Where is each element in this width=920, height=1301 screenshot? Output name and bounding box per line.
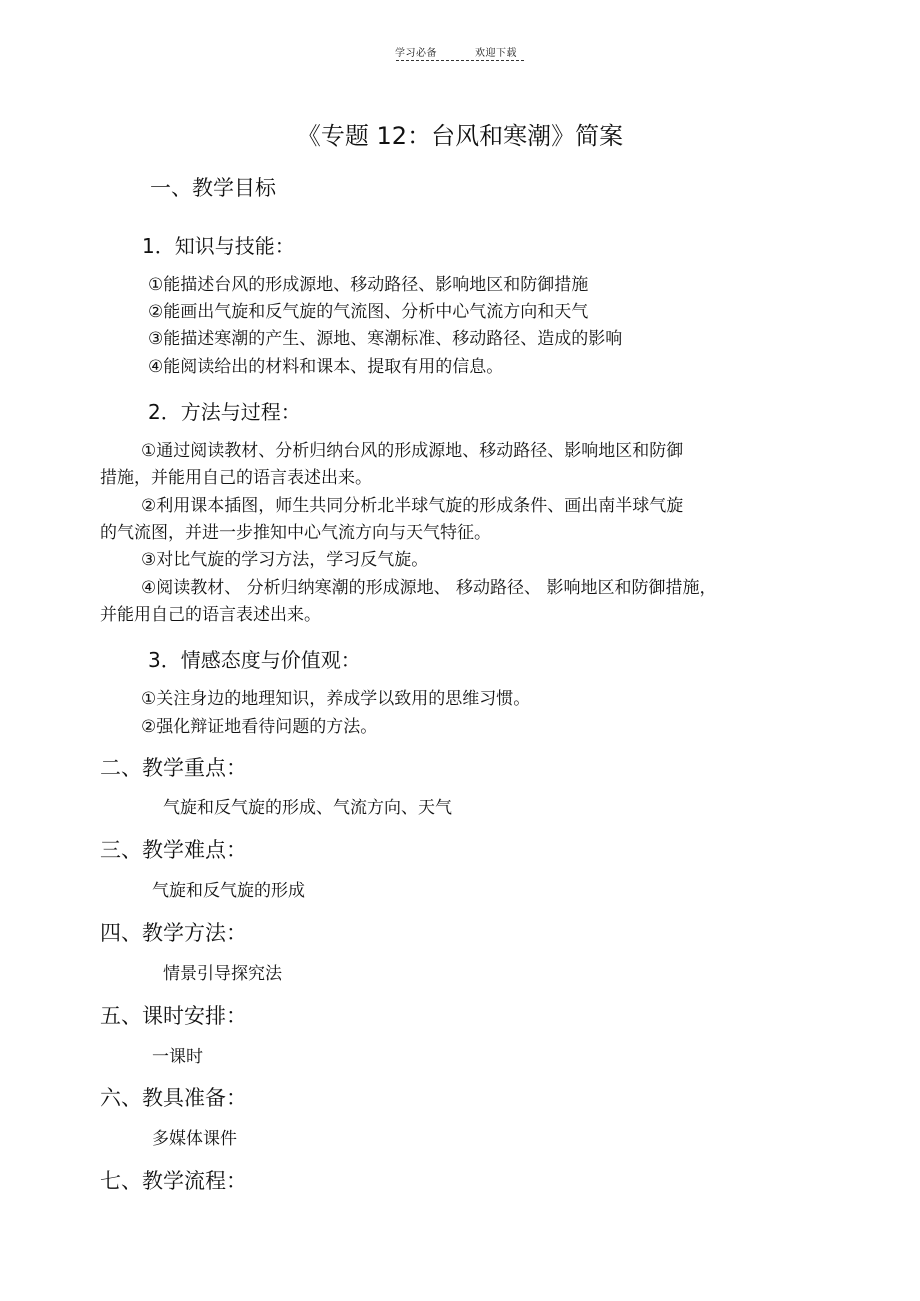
paragraph-line: 的气流图，并进一步推知中心气流方向与天气特征。 bbox=[100, 523, 491, 543]
section-heading-key-points: 二、教学重点： bbox=[100, 756, 247, 780]
section-heading-process: 七、教学流程： bbox=[100, 1169, 247, 1193]
page-header bbox=[395, 44, 517, 59]
header-right: 欢迎下载 bbox=[475, 48, 517, 59]
list-item: ①能描述台风的形成源地、移动路径、影响地区和防御措施 bbox=[148, 275, 589, 295]
section-content-schedule: 一课时 bbox=[152, 1047, 203, 1067]
header-left: 学习必备 bbox=[395, 48, 437, 59]
list-item: ④能阅读给出的材料和课本、提取有用的信息。 bbox=[148, 357, 504, 377]
list-item: ②能画出气旋和反气旋的气流图、分析中心气流方向和天气 bbox=[148, 302, 589, 322]
section-heading-difficulties: 三、教学难点： bbox=[100, 838, 247, 862]
subheading-method-process: 2．方法与过程： bbox=[148, 400, 301, 424]
section-heading-methods: 四、教学方法： bbox=[100, 921, 247, 945]
document-title: 《专题 12：台风和寒潮》简案 bbox=[296, 122, 624, 150]
paragraph-line: 并能用自己的语言表述出来。 bbox=[100, 605, 321, 625]
paragraph-line: ④阅读教材、 分析归纳寒潮的形成源地、 移动路径、 影响地区和防御措施， bbox=[141, 578, 717, 598]
paragraph-line: ③对比气旋的学习方法，学习反气旋。 bbox=[141, 550, 429, 570]
list-item: ③能描述寒潮的产生、源地、寒潮标准、移动路径、造成的影响 bbox=[148, 329, 623, 349]
paragraph-line: ②利用课本插图，师生共同分析北半球气旋的形成条件、画出南半球气旋 bbox=[141, 496, 684, 516]
subheading-attitude-values: 3．情感态度与价值观： bbox=[148, 648, 361, 672]
subheading-knowledge-skills: 1．知识与技能： bbox=[142, 234, 295, 258]
section-content-materials: 多媒体课件 bbox=[152, 1129, 237, 1149]
section-heading-schedule: 五、课时安排： bbox=[100, 1004, 247, 1028]
section-heading-objectives: 一、教学目标 bbox=[150, 176, 276, 200]
list-item: ①关注身边的地理知识，养成学以致用的思维习惯。 bbox=[141, 689, 531, 709]
section-content-key-points: 气旋和反气旋的形成、气流方向、天气 bbox=[163, 798, 452, 818]
section-content-methods: 情景引导探究法 bbox=[163, 964, 282, 984]
header-divider bbox=[396, 60, 524, 61]
paragraph-line: 措施，并能用自己的语言表述出来。 bbox=[100, 468, 372, 488]
paragraph-line: ①通过阅读教材、分析归纳台风的形成源地、移动路径、影响地区和防御 bbox=[141, 441, 684, 461]
section-heading-materials: 六、教具准备： bbox=[100, 1086, 247, 1110]
list-item: ②强化辩证地看待问题的方法。 bbox=[141, 717, 378, 737]
section-content-difficulties: 气旋和反气旋的形成 bbox=[152, 881, 305, 901]
